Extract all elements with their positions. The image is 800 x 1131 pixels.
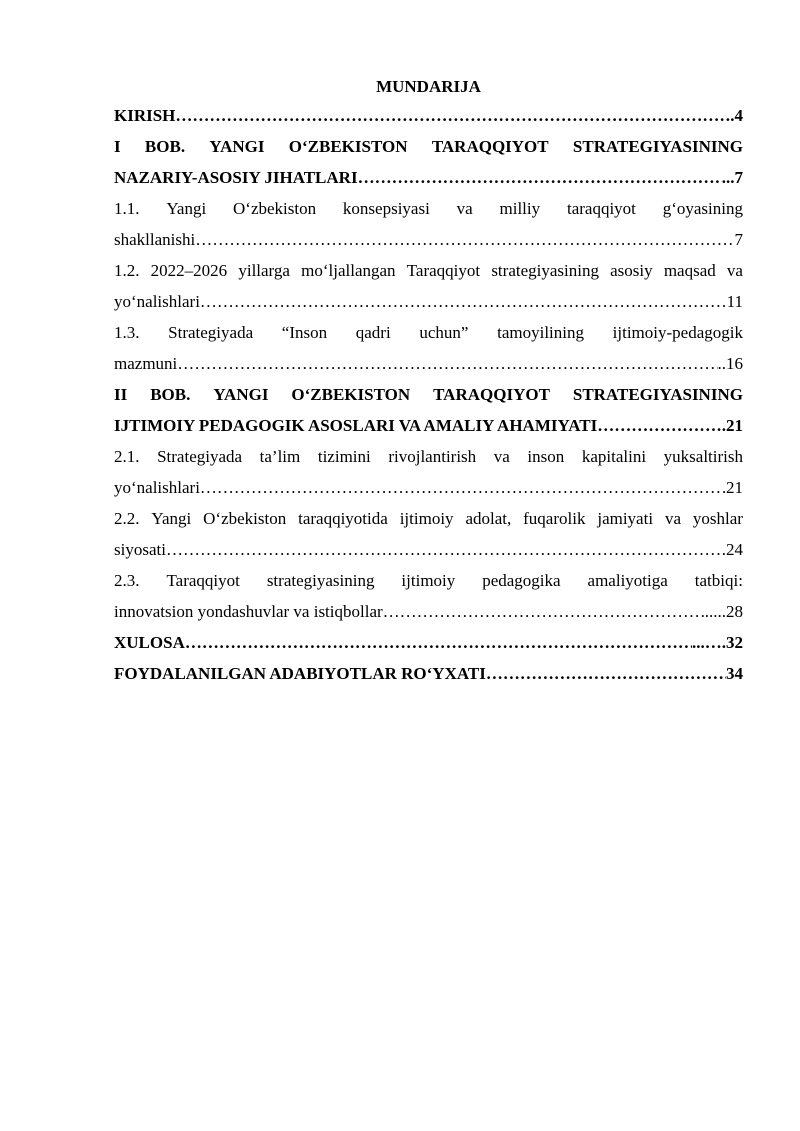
toc-entry-word: va bbox=[726, 261, 743, 280]
toc-entry bbox=[114, 131, 743, 193]
toc-entry-word: BOB. bbox=[150, 385, 191, 404]
toc-page-number: ...7 bbox=[721, 168, 743, 187]
toc-dot-leader bbox=[486, 658, 726, 689]
toc-dot-leader bbox=[358, 162, 722, 193]
toc-entry-word: 2022–2026 bbox=[150, 261, 228, 280]
toc-entry-word: ijtimoiy bbox=[399, 509, 454, 528]
toc-entry-leader-line bbox=[114, 627, 743, 658]
toc-entry-word: BOB. bbox=[144, 137, 186, 156]
toc-entry-word: maqsad bbox=[663, 261, 716, 280]
toc-entry-word: YANGI bbox=[209, 137, 265, 156]
toc-entry-leader-line bbox=[114, 162, 743, 193]
toc-page-number: ...….32 bbox=[692, 633, 743, 652]
toc-entry-text: NAZARIY-ASOSIY JIHATLARI bbox=[114, 168, 358, 187]
toc-entry bbox=[114, 441, 743, 503]
toc-entry-leader-line bbox=[114, 658, 743, 689]
toc-entry-word: asosiy bbox=[610, 261, 653, 280]
toc-entry-word: TARAQQIYOT bbox=[431, 137, 549, 156]
toc-entry-leader-line bbox=[114, 100, 743, 131]
toc-entry-word: ijtimoiy bbox=[401, 571, 456, 590]
toc-entry-word: STRATEGIYASINING bbox=[572, 385, 743, 404]
toc-dot-leader bbox=[195, 224, 734, 255]
toc-page-number: .4 bbox=[730, 106, 743, 125]
toc-dot-leader bbox=[597, 410, 722, 441]
toc-page-number: .24 bbox=[721, 540, 743, 559]
toc-entry bbox=[114, 565, 743, 627]
toc-entry-text: FOYDALANILGAN ADABIYOTLAR RO‘YXATI bbox=[114, 664, 486, 683]
toc-entry-word: g‘oyasining bbox=[662, 199, 743, 218]
toc-entry-word: 1.3. bbox=[114, 323, 140, 342]
toc-entry bbox=[114, 503, 743, 565]
toc-entry bbox=[114, 317, 743, 379]
toc-entry-text: siyosati bbox=[114, 540, 166, 559]
toc-entry-word: Strategiyada bbox=[157, 447, 243, 466]
toc-entry-text: mazmuni bbox=[114, 354, 178, 373]
toc-entry-first-line bbox=[114, 503, 743, 534]
toc-page-number: ..16 bbox=[717, 354, 743, 373]
toc-entries bbox=[114, 100, 743, 689]
toc-entry-text: yo‘nalishlari bbox=[114, 292, 200, 311]
toc-entry-leader-line bbox=[114, 348, 743, 379]
toc-entry-word: Taraqqiyot bbox=[166, 571, 240, 590]
toc-entry-word: I bbox=[114, 137, 121, 156]
toc-entry-word: ijtimoiy-pedagogik bbox=[612, 323, 743, 342]
toc-entry-word: amaliyotiga bbox=[587, 571, 668, 590]
toc-entry-first-line bbox=[114, 441, 743, 472]
toc-entry-word: pedagogika bbox=[482, 571, 561, 590]
toc-entry-leader-line bbox=[114, 472, 743, 503]
toc-entry-word: 1.2. bbox=[114, 261, 140, 280]
toc-entry-word: taraqqiyotida bbox=[298, 509, 388, 528]
toc-dot-leader bbox=[383, 596, 705, 627]
toc-entry-word: O‘ZBEKISTON bbox=[288, 137, 408, 156]
toc-entry-leader-line bbox=[114, 224, 743, 255]
toc-entry-word: tizimini bbox=[317, 447, 371, 466]
toc-entry-word: strategiyasining bbox=[266, 571, 375, 590]
toc-entry-word: 2.2. bbox=[114, 509, 140, 528]
toc-entry bbox=[114, 100, 743, 131]
toc-entry-word: taraqqiyot bbox=[566, 199, 636, 218]
toc-entry-word: mo‘ljallangan bbox=[301, 261, 396, 280]
toc-dot-leader bbox=[166, 534, 722, 565]
toc-dot-leader bbox=[177, 348, 717, 379]
toc-page-number: .21 bbox=[721, 416, 743, 435]
toc-entry-text: XULOSA bbox=[114, 633, 185, 652]
toc-entry-word: 2.3. bbox=[114, 571, 140, 590]
toc-entry-text: innovatsion yondashuvlar va istiqbollar bbox=[114, 602, 383, 621]
toc-entry-text: yo‘nalishlari bbox=[114, 478, 200, 497]
toc-entry-word: O‘ZBEKISTON bbox=[291, 385, 411, 404]
toc-entry bbox=[114, 379, 743, 441]
toc-entry-first-line bbox=[114, 131, 743, 162]
toc-entry-word: konsepsiyasi bbox=[342, 199, 430, 218]
toc-entry-leader-line bbox=[114, 410, 743, 441]
toc-page-number: 21 bbox=[726, 478, 743, 497]
table-of-contents bbox=[114, 74, 743, 689]
toc-page-number: .....28 bbox=[704, 602, 743, 621]
toc-entry bbox=[114, 658, 743, 689]
toc-entry-leader-line bbox=[114, 534, 743, 565]
toc-entry-first-line bbox=[114, 193, 743, 224]
toc-entry bbox=[114, 627, 743, 658]
toc-entry-word: adolat, bbox=[465, 509, 512, 528]
toc-entry-first-line bbox=[114, 255, 743, 286]
toc-entry-word: TARAQQIYOT bbox=[433, 385, 550, 404]
toc-entry-leader-line bbox=[114, 286, 743, 317]
toc-entry-text: KIRISH bbox=[114, 106, 176, 125]
toc-entry-word: “Inson bbox=[281, 323, 328, 342]
toc-entry-word: milliy bbox=[499, 199, 541, 218]
toc-entry bbox=[114, 193, 743, 255]
toc-dot-leader bbox=[200, 472, 726, 503]
toc-page-number: 34 bbox=[726, 664, 743, 683]
toc-entry-word: ta’lim bbox=[259, 447, 301, 466]
toc-title: MUNDARIJA bbox=[376, 77, 481, 96]
toc-entry-text: shakllanishi bbox=[114, 230, 196, 249]
toc-entry-first-line bbox=[114, 317, 743, 348]
toc-entry-word: jamiyati bbox=[597, 509, 654, 528]
toc-entry-word: yuksaltirish bbox=[663, 447, 743, 466]
toc-dot-leader bbox=[185, 627, 692, 658]
toc-entry-first-line bbox=[114, 565, 743, 596]
toc-entry-word: yoshlar bbox=[692, 509, 743, 528]
toc-entry-word: Strategiyada bbox=[168, 323, 254, 342]
toc-entry-word: 2.1. bbox=[114, 447, 140, 466]
toc-entry-word: O‘zbekiston bbox=[203, 509, 287, 528]
toc-page-number: 11 bbox=[726, 292, 743, 311]
toc-page-number: 7 bbox=[734, 230, 743, 249]
toc-entry-word: tamoyilining bbox=[497, 323, 584, 342]
toc-entry-word: inson bbox=[527, 447, 565, 466]
toc-entry-word: YANGI bbox=[213, 385, 269, 404]
toc-entry bbox=[114, 255, 743, 317]
toc-entry-first-line bbox=[114, 379, 743, 410]
toc-entry-word: O‘zbekiston bbox=[233, 199, 317, 218]
toc-entry-word: uchun” bbox=[419, 323, 469, 342]
toc-entry-word: Yangi bbox=[151, 509, 192, 528]
toc-entry-leader-line bbox=[114, 596, 743, 627]
toc-entry-word: va bbox=[456, 199, 473, 218]
toc-entry-word: 1.1. bbox=[114, 199, 140, 218]
toc-entry-word: Taraqqiyot bbox=[406, 261, 481, 280]
toc-entry-word: qadri bbox=[355, 323, 391, 342]
toc-entry-word: va bbox=[664, 509, 681, 528]
toc-dot-leader bbox=[200, 286, 727, 317]
toc-entry-word: strategiyasining bbox=[491, 261, 599, 280]
toc-entry-word: rivojlantirish bbox=[388, 447, 477, 466]
toc-entry-word: fuqarolik bbox=[523, 509, 586, 528]
toc-entry-word: STRATEGIYASINING bbox=[572, 137, 743, 156]
toc-entry-text: IJTIMOIY PEDAGOGIK ASOSLARI VA AMALIY AHAMIYATI bbox=[114, 416, 598, 435]
toc-entry-word: yillarga bbox=[238, 261, 290, 280]
toc-entry-word: kapitalini bbox=[581, 447, 647, 466]
toc-entry-word: II bbox=[114, 385, 128, 404]
toc-entry-word: Yangi bbox=[166, 199, 207, 218]
toc-entry-word: va bbox=[493, 447, 510, 466]
toc-dot-leader bbox=[175, 100, 730, 131]
toc-entry-word: tatbiqi: bbox=[694, 571, 743, 590]
